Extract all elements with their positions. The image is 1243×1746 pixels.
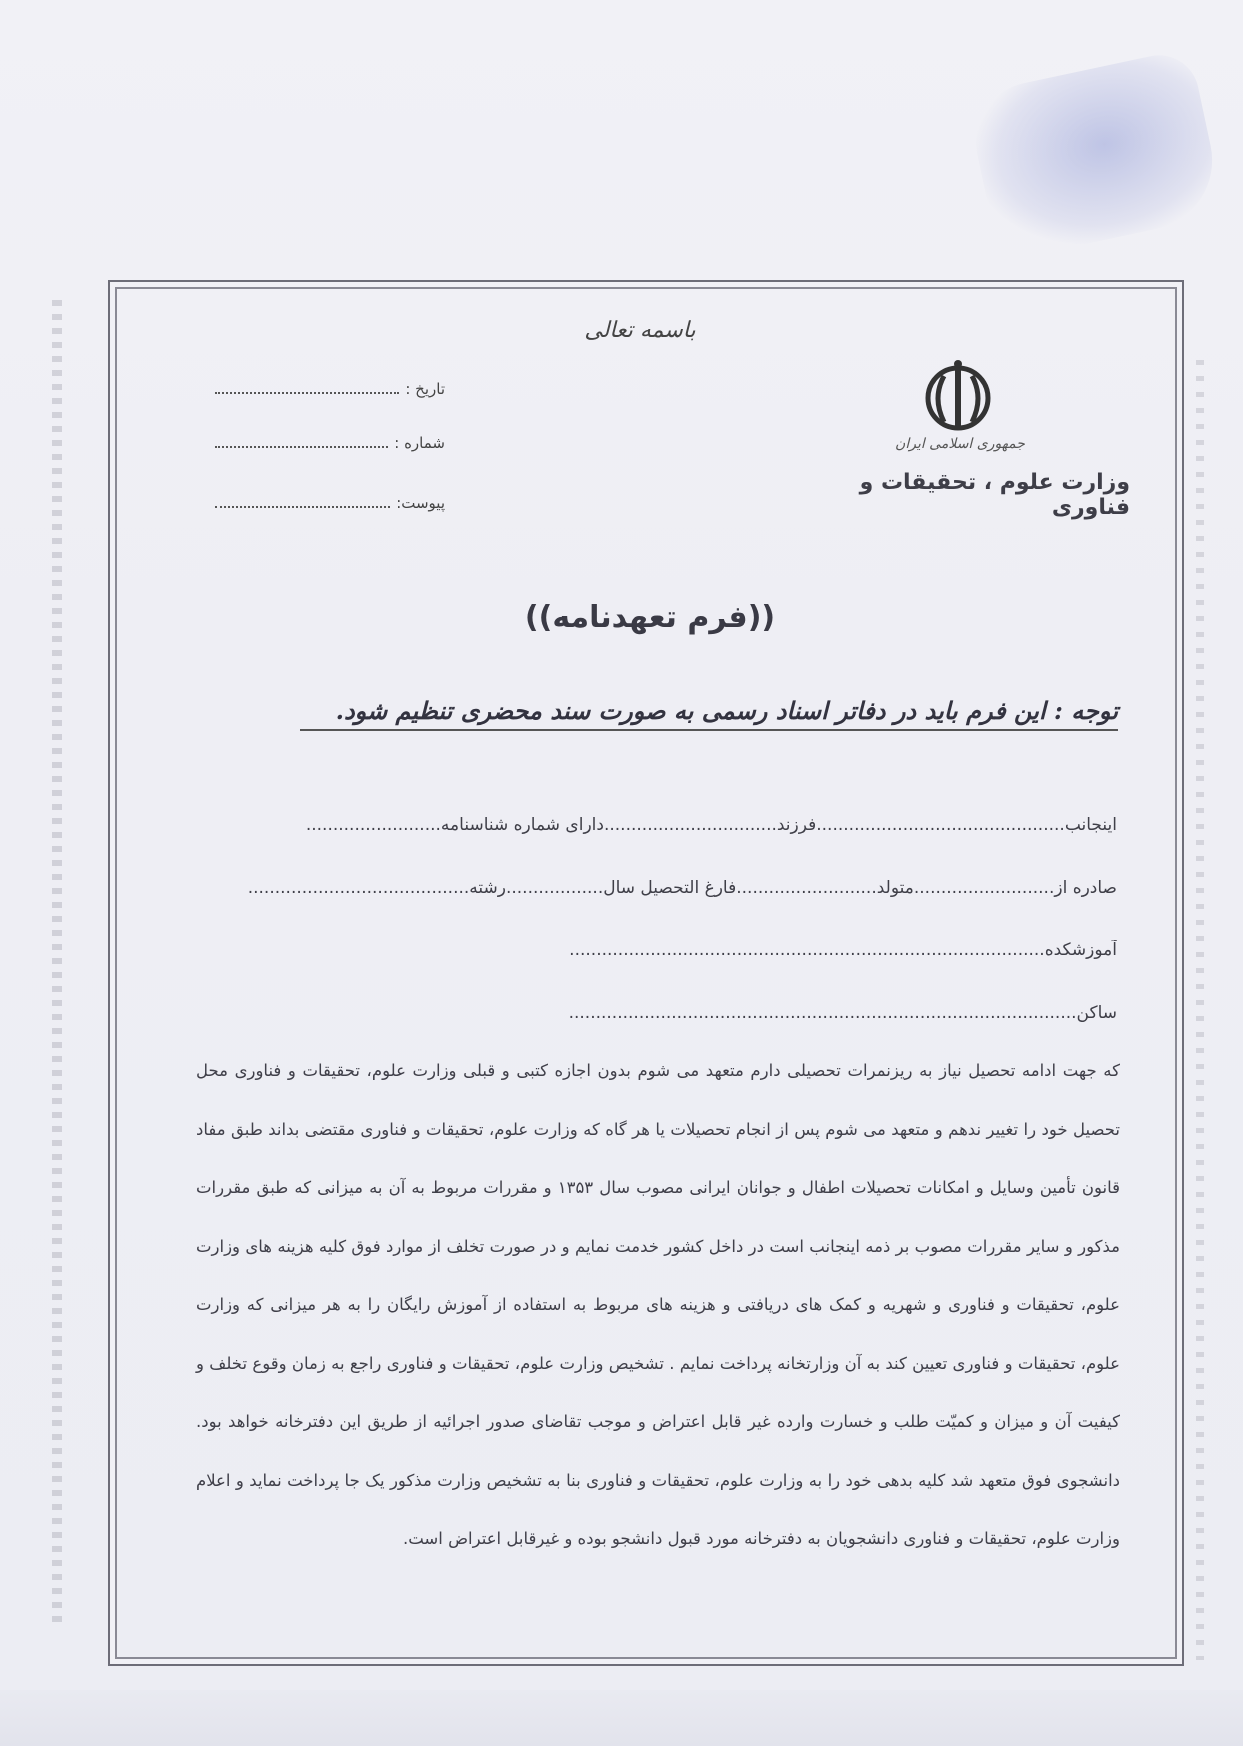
residence-line: ساکن.............................................................................................. xyxy=(568,1003,1117,1023)
college-line: آموزشکده........................................................................................ xyxy=(569,940,1117,960)
attachment-dotted-line xyxy=(215,494,390,508)
basmala-heading: باسمه تعالی xyxy=(584,318,696,343)
scan-edge-left xyxy=(52,300,62,1630)
scan-bottom-margin xyxy=(0,1690,1243,1746)
applicant-name-line: اینجانب..............................................فرزند................................دارای شماره شناسنامه......................... xyxy=(305,815,1117,835)
date-label: تاریخ : xyxy=(405,380,445,398)
attachment-field xyxy=(215,494,445,512)
republic-caption: جمهوری اسلامی ایران xyxy=(895,436,1025,452)
issuance-birth-graduation-line: صادره از..........................متولد..........................فارغ التحصیل سال..................رشته......................................... xyxy=(247,878,1117,898)
date-field xyxy=(215,380,445,398)
number-label: شماره : xyxy=(394,434,445,452)
notarization-notice: توجه : این فرم باید در دفاتر اسناد رسمی به صورت سند محضری تنظیم شود. xyxy=(300,696,1118,731)
date-dotted-line xyxy=(215,380,399,394)
scan-edge-right xyxy=(1196,360,1204,1660)
number-dotted-line xyxy=(215,434,388,448)
iran-emblem-icon xyxy=(918,358,998,436)
form-title: ((فرم تعهدنامه)) xyxy=(524,600,776,635)
number-field xyxy=(215,434,445,452)
ministry-name: وزارت علوم ، تحقیقات و فناوری xyxy=(859,470,1130,520)
attachment-label: پیوست: xyxy=(396,494,445,512)
commitment-paragraph: که جهت ادامه تحصیل نیاز به ریزنمرات تحصیلی دارم متعهد می شوم بدون اجازه کتبی و قبلی وزارت علوم، تحقیقات و فناوری محل تحصیل خود را تغییر ندهم و متعهد می شوم پس از انجام تحصیلات یا هر گاه که وزارت علوم، تحقیقات و فناوری مقتضی بداند طبق مفاد قانون تأمین وسایل و امکانات تحصیلات اطفال و جوانان ایرانی مصوب سال ۱۳۵۳ و مقررات مربوط به آن به میزانی که طبق مقررات مذکور و سایر مقررات مصوب بر ذمه اینجانب است در داخل کشور خدمت نمایم و در صورت تخلف از موارد فوق کلیه هزینه های وزارت علوم، تحقیقات و فناوری و شهریه و کمک های دریافتی و هزینه های مربوط به استفاده از آموزش رایگان را به هر میزانی که وزارت علوم، تحقیقات و فناوری تعیین کند به آن وزارتخانه پرداخت نمایم . تشخیص وزارت علوم، تحقیقات و فناوری راجع به زمان وقوع تخلف و کیفیت آن و میزان و کمیّت طلب و خسارت وارده غیر قابل اعتراض و موجب تقاضای صدور اجرائیه از طریق این دفترخانه خواهد بود. دانشجوی فوق متعهد شد کلیه بدهی خود را به وزارت علوم، تحقیقات و فناوری بنا به تشخیص وزارت مذکور یک جا پرداخت نماید و اعلام وزارت علوم، تحقیقات و فناوری دانشجویان به دفترخانه مورد قبول دانشجو بوده و غیرقابل اعتراض است. xyxy=(196,1061,1120,1548)
